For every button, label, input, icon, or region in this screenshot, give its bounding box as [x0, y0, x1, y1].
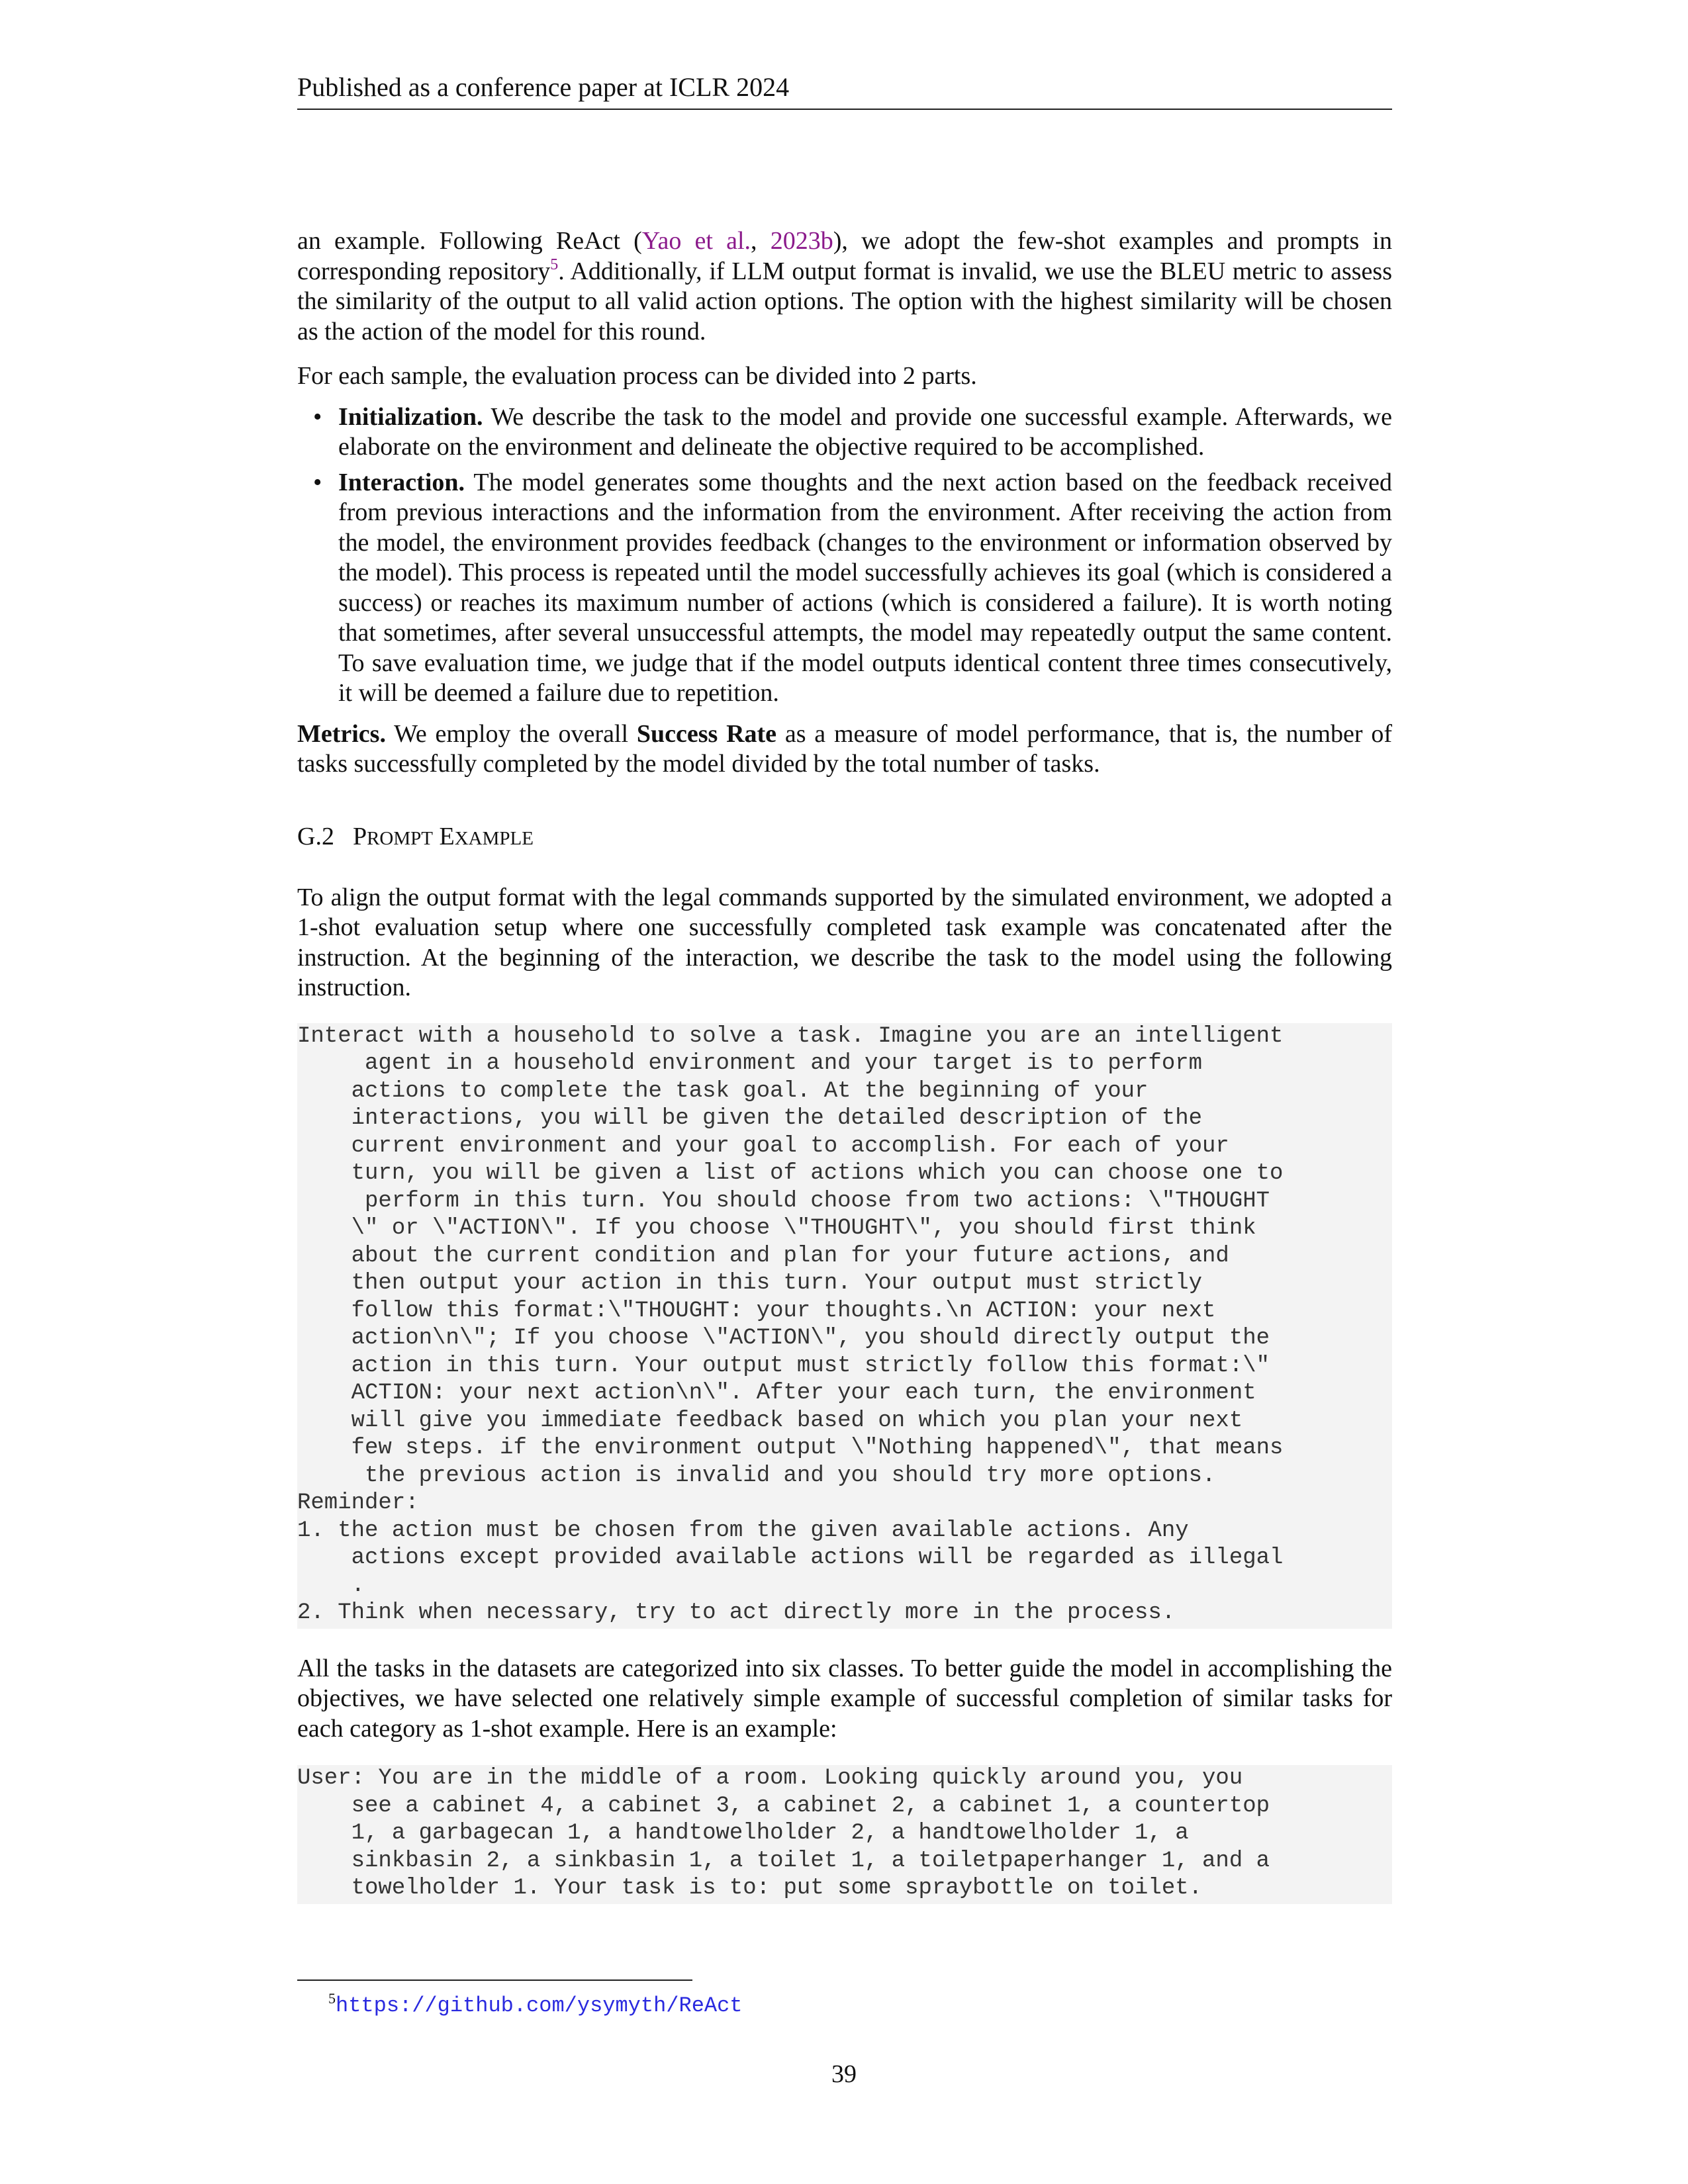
bullet-icon: •	[313, 402, 322, 431]
bullet-icon: •	[313, 468, 322, 496]
footnote-number: 5	[328, 1990, 336, 2007]
footnote-marker-link[interactable]: 5	[550, 255, 559, 273]
paragraph-intro: an example. Following ReAct (Yao et al., 2023b), we adopt the few-shot examples and prompts in corresponding repository$^5$. Additionally, if LLM output format is invalid, we use the BLEU metric to assess the similarity of the output to all valid action options. The option with the highest similarity will be chosen as the action of the model for this round.	[297, 227, 1392, 345]
example-code-block: User: You are in the middle of a room. Looking quickly around you, you see a cabinet 4, a cabinet 3, a cabinet 2, a cabinet 1, a countertop 1, a garbagecan 1, a handtowelholder 2, a handtowelholder 1, a sinkbasin 2, a sinkbasin 1, a toilet 1, a toiletpaperhanger 1, and a towelholder 1. Your task is to: put some spraybottle on toilet.	[297, 1765, 1392, 1904]
list-item-initialization: • Initialization. We describe the task to the model and provide one successful example. Afterwards, we elaborate on the environment and delineate the objective required to be accomplished.	[313, 402, 1392, 461]
page-header: Published as a conference paper at ICLR 2024	[297, 70, 1392, 110]
evaluation-steps-list	[297, 402, 1392, 709]
paragraph-evaluation-parts: For each sample, the evaluation process can be divided into 2 parts.	[297, 362, 977, 390]
paragraph-prompt-setup: To align the output format with the legal commands supported by the simulated environment, we adopted a 1-shot evaluation setup where one successfully completed task example was concatenated after the instruction. At the beginning of the interaction, we describe the task to the model using the following instruction.	[297, 883, 1392, 1001]
footnote-url-link[interactable]: https://github.com/ysymyth/ReAct	[336, 1993, 743, 2018]
citation-author-link[interactable]: Yao et al.	[641, 227, 751, 255]
instruction-code-block: Interact with a household to solve a task. Imagine you are an intelligent agent in a household environment and your target is to perform actions to complete the task goal. At the beginning of your interactions, you will be given the detailed description of the current environment and your goal to accomplish. For each of your turn, you will be given a list of actions which you can choose one to perform in this turn. You should choose from two actions: \"THOUGHT \" or \"ACTION\". If you choose \"THOUGHT\", you should first think about the current condition and plan for your future actions, and then output your action in this turn. Your output must strictly follow this format:\"THOUGHT: your thoughts.\n ACTION: your next action\n\"; If you choose \"ACTION\", you should directly output the action in this turn. Your output must strictly follow this format:\" ACTION: your next action\n\". After your each turn, the environment will give you immediate feedback based on which you plan your next few steps. if the environment output \"Nothing happened\", that means the previous action is invalid and you should try more options. Reminder: 1. the action must be chosen from the given available actions. Any actions except provided available actions will be regarded as illegal . 2. Think when necessary, try to act directly more in the process.	[297, 1023, 1392, 1629]
page-number: 39	[831, 2060, 857, 2088]
section-heading: G.2 PROMPT EXAMPLE	[297, 822, 534, 850]
list-item-interaction: • Interaction. The model generates some thoughts and the next action based on the feedback received from previous interactions and the information from the environment. After receiving the action from the model, the environment provides feedback (changes to the environment or information observed by the model). This process is repeated until the model successfully achieves its goal (which is considered a success) or reaches its maximum number of actions (which is considered a failure). It is worth noting that sometimes, after several unsuccessful attempts, the model may repeatedly output the same content. To save evaluation time, we judge that if the model outputs identical content three times consecutively, it will be deemed a failure due to repetition.	[313, 468, 1392, 707]
paragraph-metrics: Metrics. We employ the overall Success Rate as a measure of model performance, that is, the number of tasks successfully completed by the model divided by the total number of tasks.	[297, 719, 1392, 778]
page-body	[297, 226, 1392, 1904]
paragraph-task-classes: All the tasks in the datasets are categorized into six classes. To better guide the model in accomplishing the objectives, we have selected one relatively simple example of successful completion of similar tasks for each category as 1-shot example. Here is an example:	[297, 1654, 1392, 1743]
footnote-divider	[297, 1979, 692, 1981]
footnote	[328, 1985, 743, 2019]
citation-year-link[interactable]: 2023b	[770, 227, 833, 255]
section-number: G.2	[297, 822, 334, 850]
